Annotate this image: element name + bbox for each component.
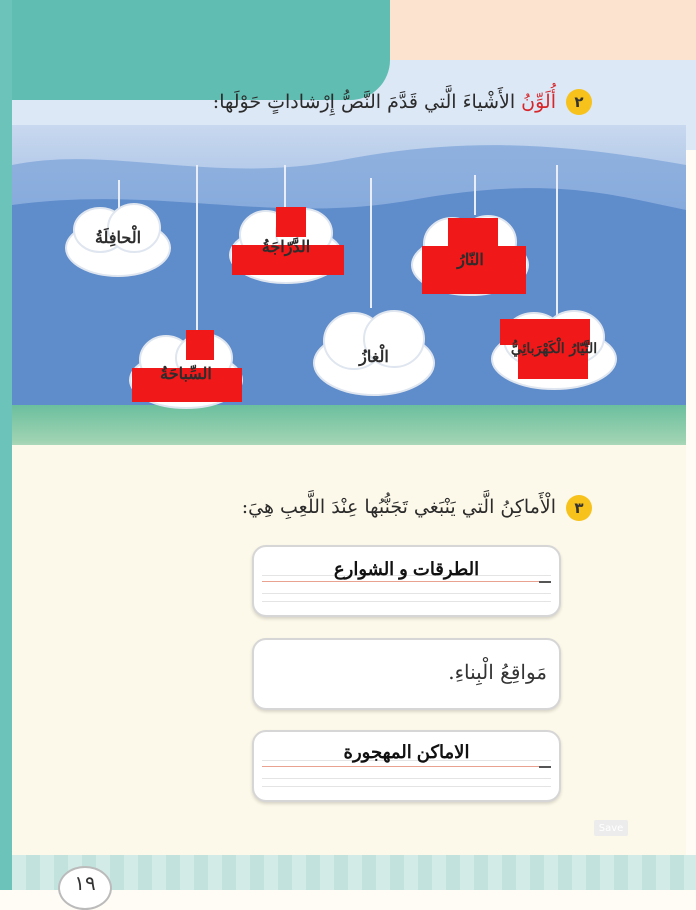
answer-2-text: مَواقِعُ الْبِناءِ. bbox=[448, 660, 547, 684]
red-highlight bbox=[186, 330, 214, 360]
answer-dash bbox=[539, 766, 551, 768]
answer-box-1[interactable] bbox=[252, 545, 561, 617]
cloud-swimming-label: السِّباحَةُ bbox=[160, 364, 212, 383]
bottom-pattern bbox=[12, 855, 696, 890]
writing-line bbox=[262, 601, 551, 602]
cloud-string bbox=[370, 178, 372, 308]
answer-box-2[interactable] bbox=[252, 638, 561, 710]
answer-3-text: الاماكن المهجورة bbox=[343, 742, 470, 762]
cloud-bicycle-label: الدَّرّاجَةُ bbox=[261, 237, 311, 256]
cloud-string bbox=[284, 165, 286, 210]
exercise-3-heading: الْأَماكِنُ الَّتي يَنْبَغي تَجَنُّبُها عِنْدَ اللَّعِبِ هِيَ: bbox=[241, 496, 556, 518]
cloud-fire-label: النّارُ bbox=[457, 250, 484, 269]
top-peach-panel bbox=[390, 0, 696, 60]
cloud-fire[interactable] bbox=[408, 210, 533, 300]
writing-line bbox=[262, 778, 551, 779]
answer-1-text: الطرقات و الشوارع bbox=[333, 559, 480, 579]
cloud-swimming[interactable] bbox=[126, 330, 246, 412]
answer-box-3[interactable] bbox=[252, 730, 561, 802]
exercise-2-verb: أُلَوِّنُ bbox=[521, 91, 556, 113]
top-teal-panel bbox=[12, 0, 390, 100]
red-highlight bbox=[276, 207, 306, 237]
red-highlight bbox=[448, 218, 498, 246]
cloud-string bbox=[196, 165, 198, 335]
writing-line bbox=[262, 581, 551, 582]
cloud-string bbox=[556, 165, 558, 315]
cloud-gas[interactable] bbox=[310, 305, 438, 400]
exercise-2-number: ٢ bbox=[566, 89, 592, 115]
writing-line bbox=[262, 593, 551, 594]
cloud-bicycle[interactable] bbox=[226, 205, 346, 287]
writing-line bbox=[262, 766, 551, 767]
exercise-2-heading bbox=[213, 91, 556, 113]
cloud-bus-label: الْحافِلَةُ bbox=[94, 228, 142, 247]
left-margin-strip bbox=[0, 0, 12, 890]
cloud-bus[interactable] bbox=[62, 200, 174, 280]
exercise-3-number: ٣ bbox=[566, 495, 592, 521]
exercise-2-instruction: الأَشْياءَ الَّتي قَدَّمَ النَّصُّ إِرْشاداتٍ حَوْلَها: bbox=[212, 91, 516, 113]
cloud-string bbox=[474, 175, 476, 215]
answer-dash bbox=[539, 581, 551, 583]
cloud-electric-current-label: التَّيّارُ الْكَهْرَبائِيُّ bbox=[510, 341, 598, 357]
save-button[interactable]: Save bbox=[594, 820, 628, 836]
cloud-gas-label: الْغازُ bbox=[359, 347, 389, 366]
cloud-electric-current[interactable] bbox=[488, 305, 620, 395]
writing-line bbox=[262, 786, 551, 787]
page-number: ١٩ bbox=[58, 866, 112, 910]
